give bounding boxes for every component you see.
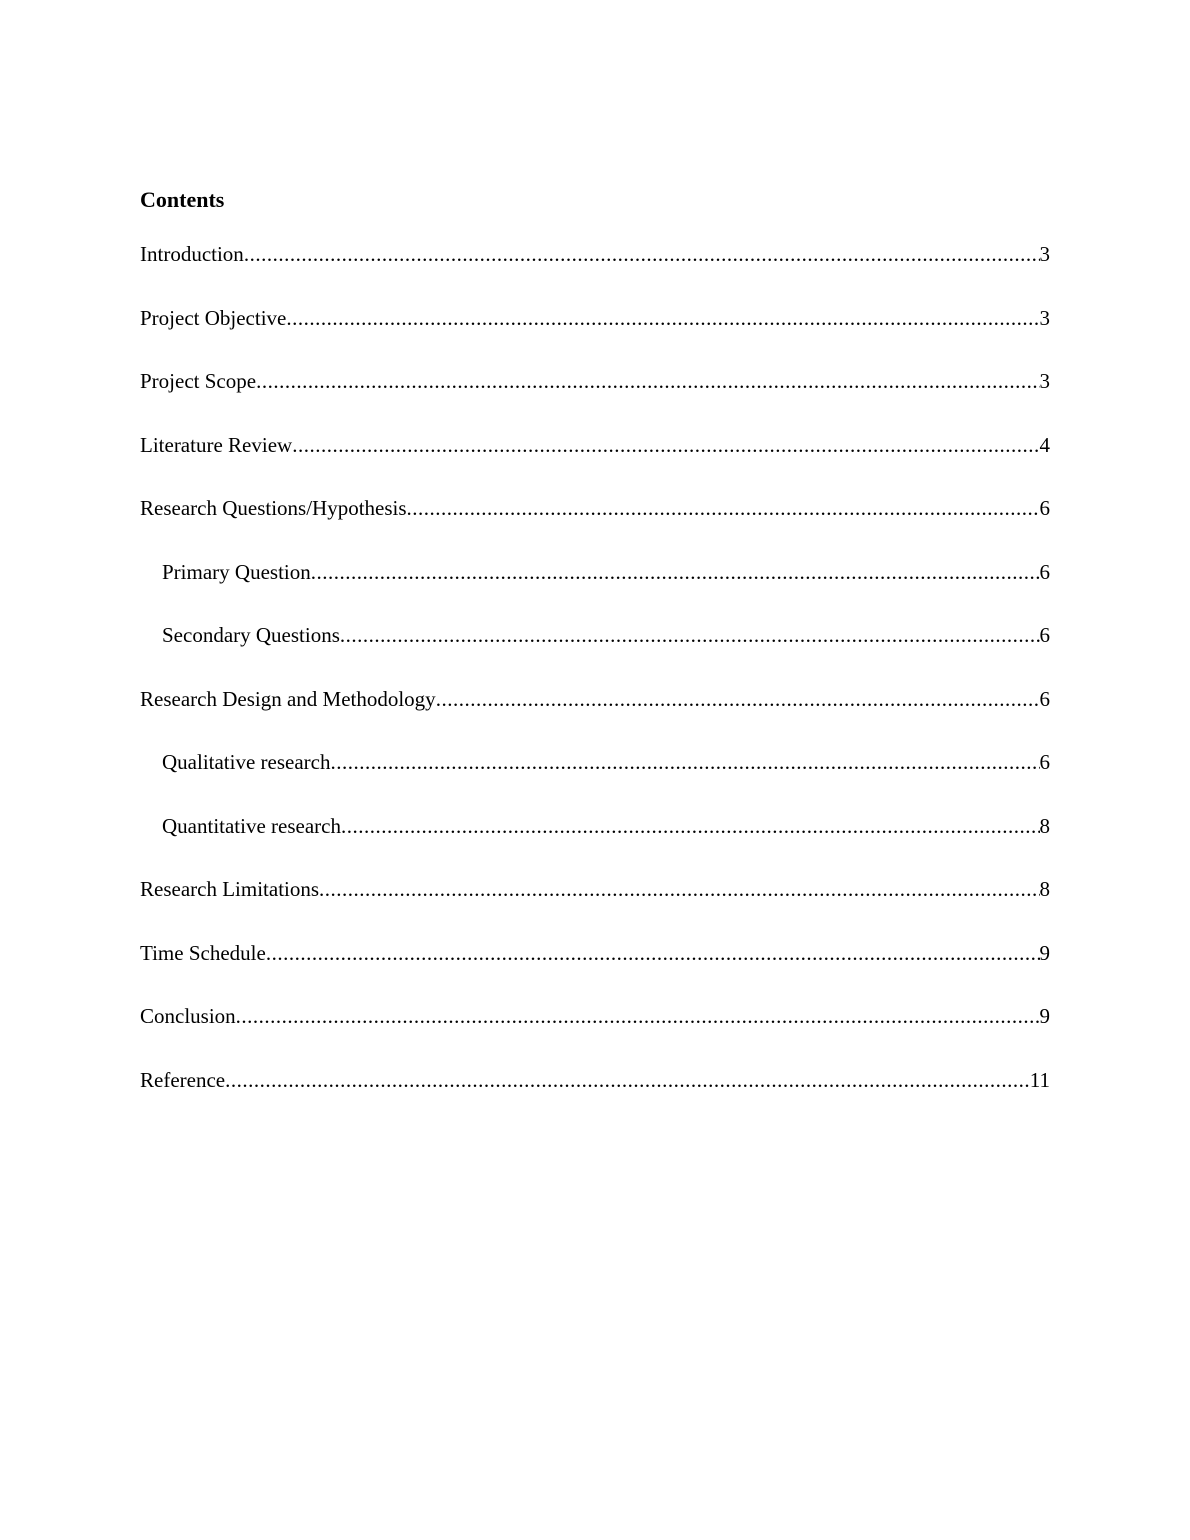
toc-entry-title: Secondary Questions: [162, 623, 340, 647]
toc-entry-page: 6: [1039, 750, 1050, 774]
dot-leader: [286, 304, 1039, 332]
toc-entry-page: 6: [1039, 686, 1050, 711]
toc-entry-title: Research Limitations: [140, 877, 320, 901]
toc-entry-title: Project Scope: [140, 369, 257, 393]
toc-entry-page: 8: [1039, 877, 1050, 901]
toc-entry-page: 8: [1039, 813, 1050, 838]
toc-entry-page: 6: [1039, 496, 1050, 520]
toc-entry-reference[interactable]: [140, 1066, 1050, 1130]
dot-leader: [340, 621, 1040, 649]
toc-entry-title: Research Questions/Hypothesis: [140, 496, 407, 520]
dot-leader: [407, 494, 1040, 522]
toc-entry-title: Research Design and Methodology: [140, 686, 436, 711]
toc-entry-title: Time Schedule: [140, 940, 266, 965]
toc-entry-title: Introduction: [140, 242, 244, 266]
toc-entry-title: Conclusion: [140, 1004, 236, 1028]
dot-leader: [292, 431, 1039, 459]
dot-leader: [244, 240, 1040, 268]
toc-list: [140, 240, 1050, 1129]
dot-leader: [236, 1002, 1040, 1030]
toc-entry-primary-question[interactable]: [140, 558, 1050, 622]
toc-entry-research-design[interactable]: [140, 685, 1050, 749]
toc-entry-quantitative-research[interactable]: [140, 812, 1050, 876]
toc-entry-page: 3: [1039, 305, 1050, 330]
toc-entry-literature-review[interactable]: [140, 431, 1050, 495]
toc-entry-time-schedule[interactable]: [140, 939, 1050, 1003]
dot-leader: [341, 812, 1040, 840]
toc-entry-project-scope[interactable]: [140, 367, 1050, 431]
toc-entry-page: 6: [1039, 559, 1050, 584]
toc-entry-conclusion[interactable]: [140, 1002, 1050, 1066]
toc-entry-page: 3: [1039, 242, 1050, 266]
toc-entry-title: Project Objective: [140, 305, 287, 330]
toc-entry-introduction[interactable]: [140, 240, 1050, 304]
dot-leader: [225, 1066, 1030, 1094]
toc-entry-page: 9: [1039, 1004, 1050, 1028]
dot-leader: [331, 748, 1040, 776]
dot-leader: [319, 875, 1039, 903]
toc-entry-page: 4: [1039, 432, 1050, 457]
toc-entry-title: Primary Question: [162, 559, 311, 584]
dot-leader: [311, 558, 1040, 586]
toc-entry-page: 9: [1039, 940, 1050, 965]
toc-entry-qualitative-research[interactable]: [140, 748, 1050, 812]
toc-entry-page: 6: [1039, 623, 1050, 647]
toc-entry-research-questions[interactable]: [140, 494, 1050, 558]
dot-leader: [256, 367, 1039, 395]
table-of-contents: [140, 186, 1050, 1129]
toc-entry-secondary-questions[interactable]: [140, 621, 1050, 685]
toc-entry-page: 11: [1029, 1067, 1050, 1092]
toc-entry-title: Reference: [140, 1067, 226, 1092]
toc-heading: Contents: [140, 187, 225, 212]
toc-entry-research-limitations[interactable]: [140, 875, 1050, 939]
toc-entry-title: Literature Review: [140, 432, 293, 457]
toc-entry-page: 3: [1039, 369, 1050, 393]
toc-entry-title: Quantitative research: [162, 813, 341, 838]
toc-entry-title: Qualitative research: [162, 750, 331, 774]
dot-leader: [436, 685, 1040, 713]
toc-entry-project-objective[interactable]: [140, 304, 1050, 368]
dot-leader: [266, 939, 1040, 967]
